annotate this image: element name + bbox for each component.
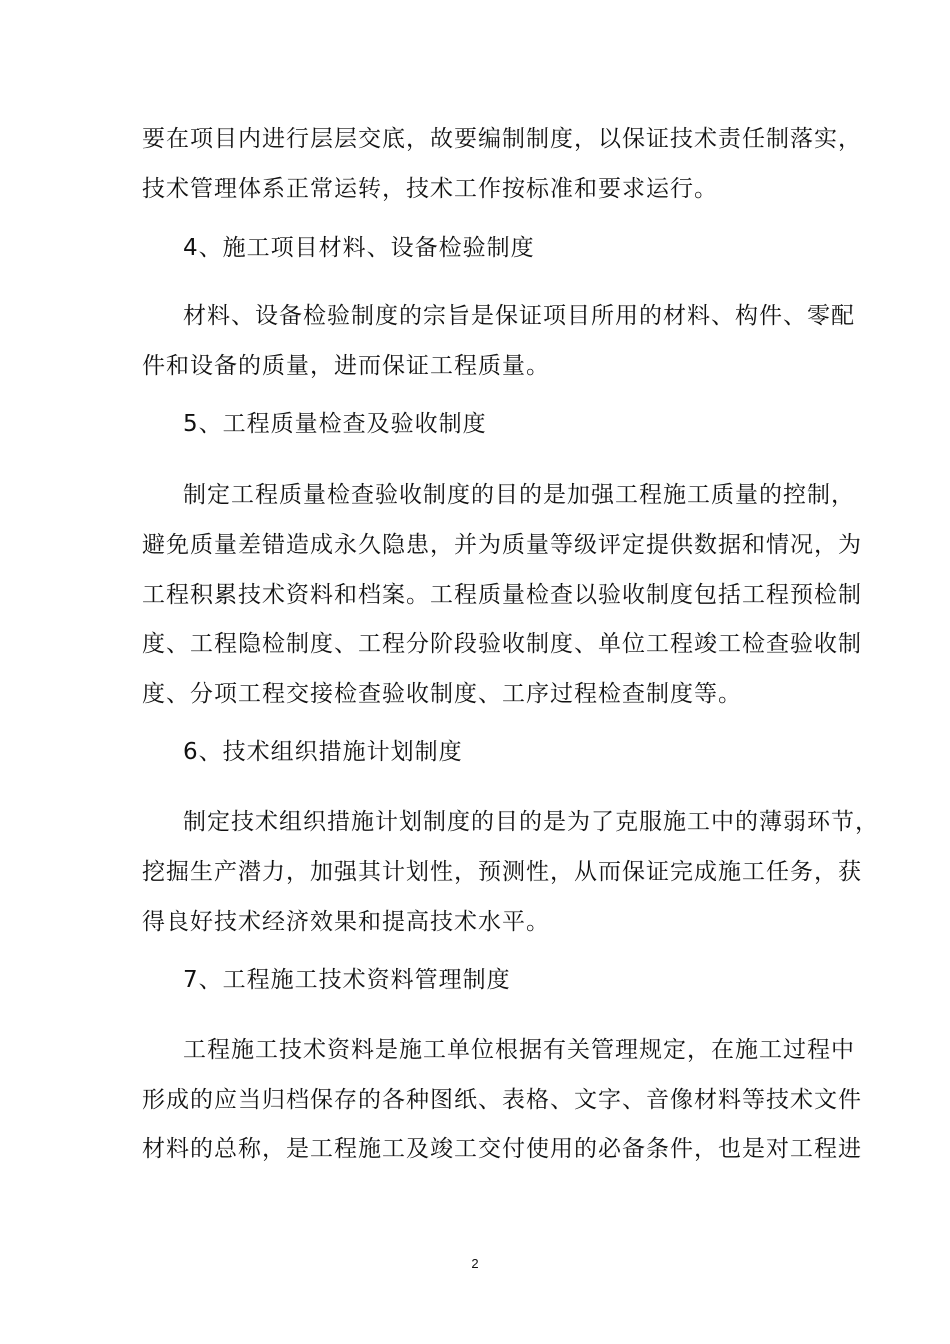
body-text-line: 要在项目内进行层层交底，故要编制制度，以保证技术责任制落实， (142, 126, 862, 152)
body-text-line: 制定技术组织措施计划制度的目的是为了克服施工中的薄弱环节， (183, 809, 879, 835)
body-text-line: 度、分项工程交接检查验收制度、工序过程检查制度等。 (142, 681, 742, 707)
body-text-line: 工程积累技术资料和档案。工程质量检查以验收制度包括工程预检制 (142, 582, 862, 608)
body-text-line: 度、工程隐检制度、工程分阶段验收制度、单位工程竣工检查验收制 (142, 631, 862, 657)
body-text-line: 技术管理体系正常运转，技术工作按标准和要求运行。 (142, 176, 718, 202)
body-text-line: 件和设备的质量，进而保证工程质量。 (142, 353, 550, 379)
body-text-line: 材料、设备检验制度的宗旨是保证项目所用的材料、构件、零配 (183, 303, 855, 329)
body-text-line: 材料的总称，是工程施工及竣工交付使用的必备条件，也是对工程进 (142, 1136, 862, 1162)
section-heading: 5、工程质量检查及验收制度 (183, 411, 487, 437)
section-heading: 7、工程施工技术资料管理制度 (183, 967, 511, 993)
body-text-line: 工程施工技术资料是施工单位根据有关管理规定，在施工过程中 (183, 1037, 855, 1063)
section-heading: 4、施工项目材料、设备检验制度 (183, 235, 535, 261)
body-text-line: 得良好技术经济效果和提高技术水平。 (142, 909, 550, 935)
body-text-line: 形成的应当归档保存的各种图纸、表格、文字、音像材料等技术文件 (142, 1087, 862, 1113)
body-text-line: 制定工程质量检查验收制度的目的是加强工程施工质量的控制， (183, 482, 855, 508)
body-text-line: 避免质量差错造成永久隐患，并为质量等级评定提供数据和情况，为 (142, 532, 862, 558)
body-text-line: 挖掘生产潜力，加强其计划性，预测性，从而保证完成施工任务，获 (142, 859, 862, 885)
section-heading: 6、技术组织措施计划制度 (183, 739, 463, 765)
page-number: 2 (471, 1256, 479, 1271)
